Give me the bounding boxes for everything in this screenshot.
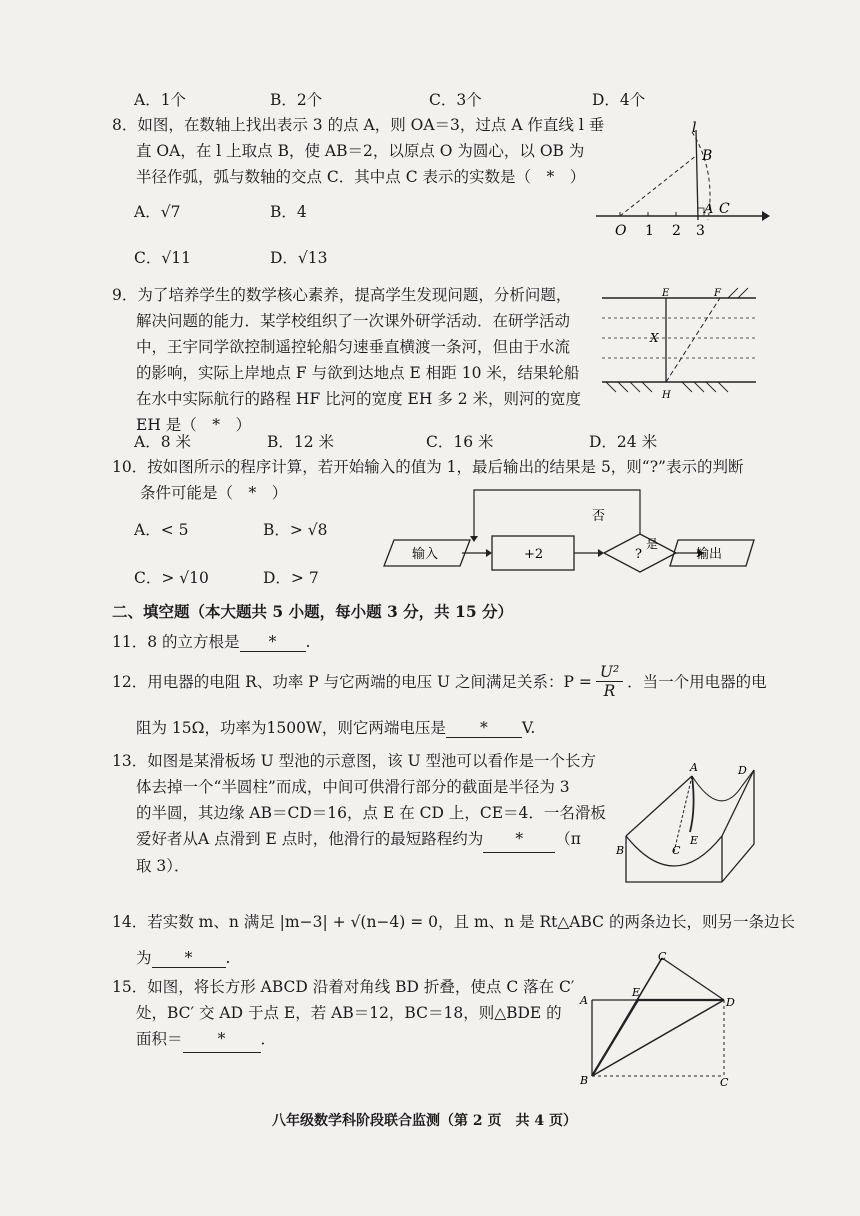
q9-line-2: 解决问题的能力．某学校组织了一次课外研学活动．在研学活动 [136, 312, 571, 330]
q12-denominator: R [603, 681, 616, 700]
q10-option-c: C．> √10 [134, 569, 209, 587]
q13-answer-blank: * [483, 826, 555, 853]
q13-label-d: D [738, 764, 747, 777]
q9-line-1: 9．为了培养学生的数学核心素养，提高学生发现问题，分析问题， [112, 286, 572, 304]
flow-output-label: 输出 [696, 547, 723, 562]
q15-fold-figure [578, 948, 748, 1088]
q14-end: . [225, 949, 231, 967]
q12-numerator: U² [596, 663, 623, 682]
q12-line-2 [136, 716, 535, 738]
q13-u-pool-figure [612, 758, 762, 888]
q10-option-d: D．> 7 [263, 569, 319, 587]
q13-line-2: 体去掉一个“半圆柱”而成，中间可供滑行部分的截面是半径为 3 [136, 778, 570, 796]
q8-tick-3: 3 [696, 223, 705, 239]
q13-line-1: 13．如图是某滑板场 U 型池的示意图，该 U 型池可以看作是一个长方 [112, 752, 597, 770]
q9-label-h: H [662, 390, 671, 401]
q8-option-c: C．√11 [134, 249, 191, 267]
q12-fraction [596, 663, 623, 700]
q14-answer-blank: * [152, 949, 226, 968]
q9-line-3: 中，王宇同学欲控制遥控轮船匀速垂直横渡一条河，但由于水流 [136, 338, 571, 356]
q9-stem [112, 282, 581, 438]
q14-line-2-text: 为 [136, 949, 152, 967]
q8-line-3: 半径作弧，弧与数轴的交点 C．其中点 C 表示的实数是（ * ） [136, 168, 586, 186]
q8-number-line-figure [590, 120, 770, 245]
flow-step-label: +2 [524, 547, 544, 562]
q8-option-d: D．√13 [270, 249, 328, 267]
q8-label-a: A [704, 202, 714, 217]
q13-line-4-text: 爱好者从A 点滑到 E 点时，他滑行的最短路程约为 [136, 830, 484, 848]
section-2-title: 二、填空题（本大题共 5 小题，每小题 3 分，共 15 分） [112, 602, 514, 621]
q8-label-b: B [702, 148, 713, 164]
q9-label-e: E [662, 288, 670, 299]
q15-label-e: E [632, 986, 641, 999]
q7-option-d: D．4个 [592, 91, 646, 109]
q9-label-x: X [650, 331, 659, 345]
q14-line-2 [136, 946, 230, 968]
q8-stem [112, 112, 604, 190]
q9-line-5: 在水中实际航行的路程 HF 比河的宽度 EH 多 2 米，则河的宽度 [136, 390, 582, 408]
q13-label-a: A [690, 761, 698, 774]
q15-line-3-text: 面积＝ [136, 1030, 183, 1048]
q9-line-6: EH 是（ * ） [136, 416, 252, 434]
q13-label-e: E [690, 834, 699, 847]
q12-line-1 [112, 658, 767, 704]
flow-input-label: 输入 [412, 547, 439, 562]
q13-line-3: 的半圆，其边缘 AB＝CD＝16，点 E 在 CD 上，CE＝4．一名滑板 [136, 804, 606, 822]
q10-option-b: B．> √8 [263, 521, 328, 539]
q12-answer-blank: * [446, 719, 522, 738]
q8-tick-2: 2 [672, 223, 681, 239]
q8-tick-1: 1 [645, 223, 654, 239]
q15-answer-blank: * [183, 1026, 261, 1053]
flow-yes-label: 是 [646, 537, 659, 551]
q13-pi: （π [555, 830, 581, 848]
q9-river-figure [598, 286, 760, 406]
q13-line-4 [112, 826, 606, 853]
q7-option-b: B．2个 [270, 91, 323, 109]
q10-option-a: A．< 5 [134, 521, 189, 539]
q10-line-2: 条件可能是（ * ） [140, 484, 288, 502]
q11-stem: 11．8 的立方根是 [112, 633, 240, 651]
q15-line-3 [112, 1026, 574, 1053]
q12-stem-tail: ．当一个用电器的电 [627, 673, 767, 691]
q15-label-c-prime: C [658, 950, 667, 963]
q10-flowchart [378, 484, 758, 584]
q11-end: . [305, 633, 311, 651]
q10-line-1: 10．按如图所示的程序计算，若开始输入的值为 1，最后输出的结果是 5，则“?”表示的判断 [112, 458, 744, 476]
q9-option-a: A．8 米 [134, 433, 191, 451]
q15-line-2: 处，BC′ 交 AD 于点 E，若 AB＝12，BC＝18，则△BDE 的 [136, 1004, 562, 1022]
q7-option-a: A．1个 [134, 91, 187, 109]
q15-stem [112, 974, 574, 1053]
q9-line-4: 的影响，实际上岸地点 F 与欲到达地点 E 相距 10 米，结果轮船 [136, 364, 580, 382]
flow-condition-label: ? [635, 547, 642, 562]
q12-line-2-text: 阻为 15Ω，功率为1500W，则它两端电压是 [136, 719, 446, 737]
q13-label-b: B [616, 844, 625, 857]
q9-option-c: C．16 米 [426, 433, 494, 451]
q12-stem: 12．用电器的电阻 R、功率 P 与它两端的电压 U 之间满足关系：P = [112, 673, 592, 691]
q15-end: ． [260, 1030, 277, 1048]
q15-label-c: C [720, 1076, 729, 1089]
q8-label-c: C [719, 201, 730, 217]
q15-line-1: 15．如图，将长方形 ABCD 沿着对角线 BD 折叠，使点 C 落在 C′ [112, 978, 575, 996]
q8-line-1: 8．如图，在数轴上找出表示 3 的点 A，则 OA＝3，过点 A 作直线 l 垂 [112, 116, 605, 134]
q9-label-f: F [714, 288, 721, 299]
flow-no-label: 否 [592, 509, 606, 524]
page-footer: 八年级数学科阶段联合监测（第 2 页 共 4 页） [272, 1113, 577, 1129]
q9-option-d: D．24 米 [589, 433, 658, 451]
q11-answer-blank: * [240, 633, 306, 652]
q11 [112, 630, 310, 652]
q7-option-c: C．3个 [429, 91, 482, 109]
q8-option-a: A．√7 [134, 203, 181, 221]
q13-stem [112, 748, 606, 879]
q13-line-5: 取 3）． [136, 857, 190, 875]
q15-label-b: B [580, 1074, 589, 1087]
q8-label-o: O [615, 223, 627, 239]
q8-option-b: B．4 [270, 203, 307, 221]
q13-label-c: C [672, 844, 681, 857]
q8-line-2: 直 OA，在 l 上取点 B，使 AB＝2，以原点 O 为圆心，以 OB 为 [136, 142, 585, 160]
q9-option-b: B．12 米 [267, 433, 335, 451]
q14-line-1: 14．若实数 m、n 满足 |m−3| + √(n−4) = 0，且 m、n 是 Rt△ABC 的两条边长，则另一条边长 [112, 913, 795, 931]
q12-unit: V. [521, 719, 536, 737]
q8-label-l: l [692, 120, 697, 136]
q15-label-a: A [580, 994, 588, 1007]
q15-label-d: D [726, 996, 735, 1009]
